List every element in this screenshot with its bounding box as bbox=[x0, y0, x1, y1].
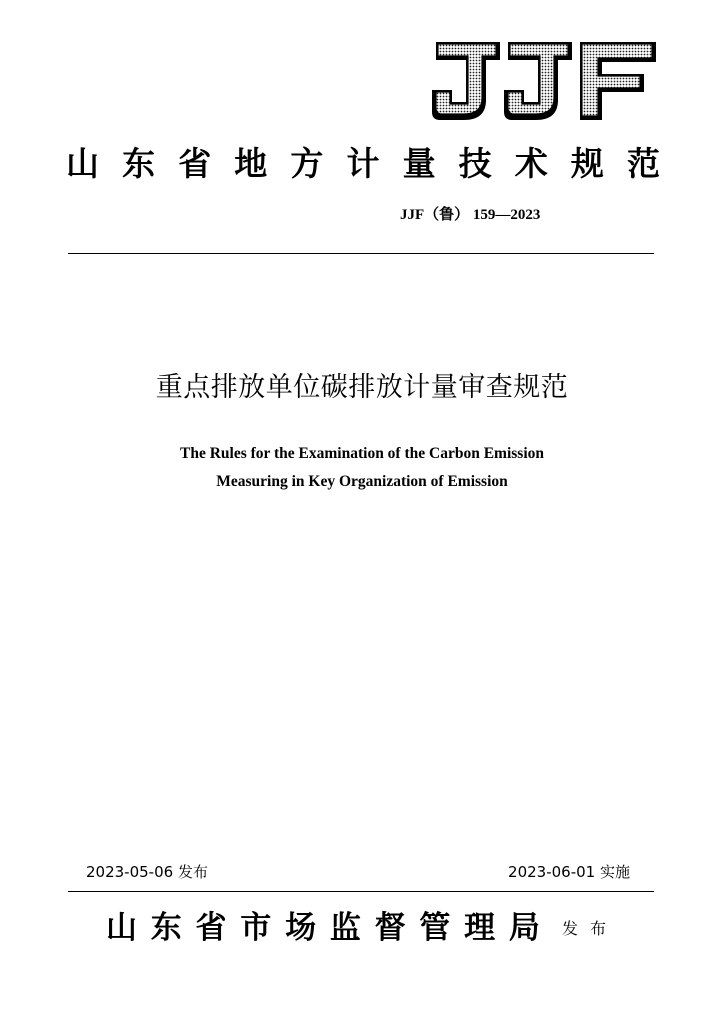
publisher-char: 山 bbox=[106, 910, 137, 946]
header-char: 量 bbox=[402, 144, 436, 183]
publisher-char: 局 bbox=[508, 910, 540, 946]
header-char: 计 bbox=[346, 144, 380, 183]
header-char: 范 bbox=[626, 144, 660, 183]
header-char: 术 bbox=[514, 144, 548, 183]
header-char: 东 bbox=[122, 144, 156, 183]
publisher-char: 省 bbox=[195, 910, 227, 946]
english-title-line-2: Measuring in Key Organization of Emission bbox=[216, 473, 508, 490]
issue-date: 2023-05-06 发布 bbox=[86, 863, 208, 881]
header-char: 地 bbox=[234, 144, 268, 183]
effective-date: 2023-06-01 实施 bbox=[508, 863, 630, 881]
publisher-char: 监 bbox=[329, 910, 361, 946]
header-char: 规 bbox=[570, 144, 604, 183]
header-char: 技 bbox=[458, 144, 492, 183]
header-char: 方 bbox=[290, 144, 324, 183]
publish-label: 发布 bbox=[562, 919, 619, 938]
publisher-char: 督 bbox=[374, 910, 406, 946]
header-char: 省 bbox=[178, 144, 212, 183]
publisher-char: 理 bbox=[464, 910, 496, 946]
publisher-char: 场 bbox=[285, 910, 317, 946]
publisher-char: 市 bbox=[240, 910, 272, 946]
english-title-line-1: The Rules for the Examination of the Carbon Emission bbox=[180, 445, 544, 462]
header-title bbox=[66, 143, 660, 185]
jjf-logo-icon bbox=[430, 38, 658, 122]
top-divider bbox=[68, 253, 654, 254]
bottom-divider bbox=[68, 891, 654, 892]
standard-code: JJF（鲁） 159—2023 bbox=[400, 207, 541, 223]
header-char: 山 bbox=[66, 144, 99, 183]
publisher-char: 管 bbox=[419, 910, 451, 946]
document-title: 重点排放单位碳排放计量审查规范 bbox=[155, 372, 569, 403]
publisher-name bbox=[106, 906, 540, 950]
publisher-char: 东 bbox=[150, 910, 182, 946]
